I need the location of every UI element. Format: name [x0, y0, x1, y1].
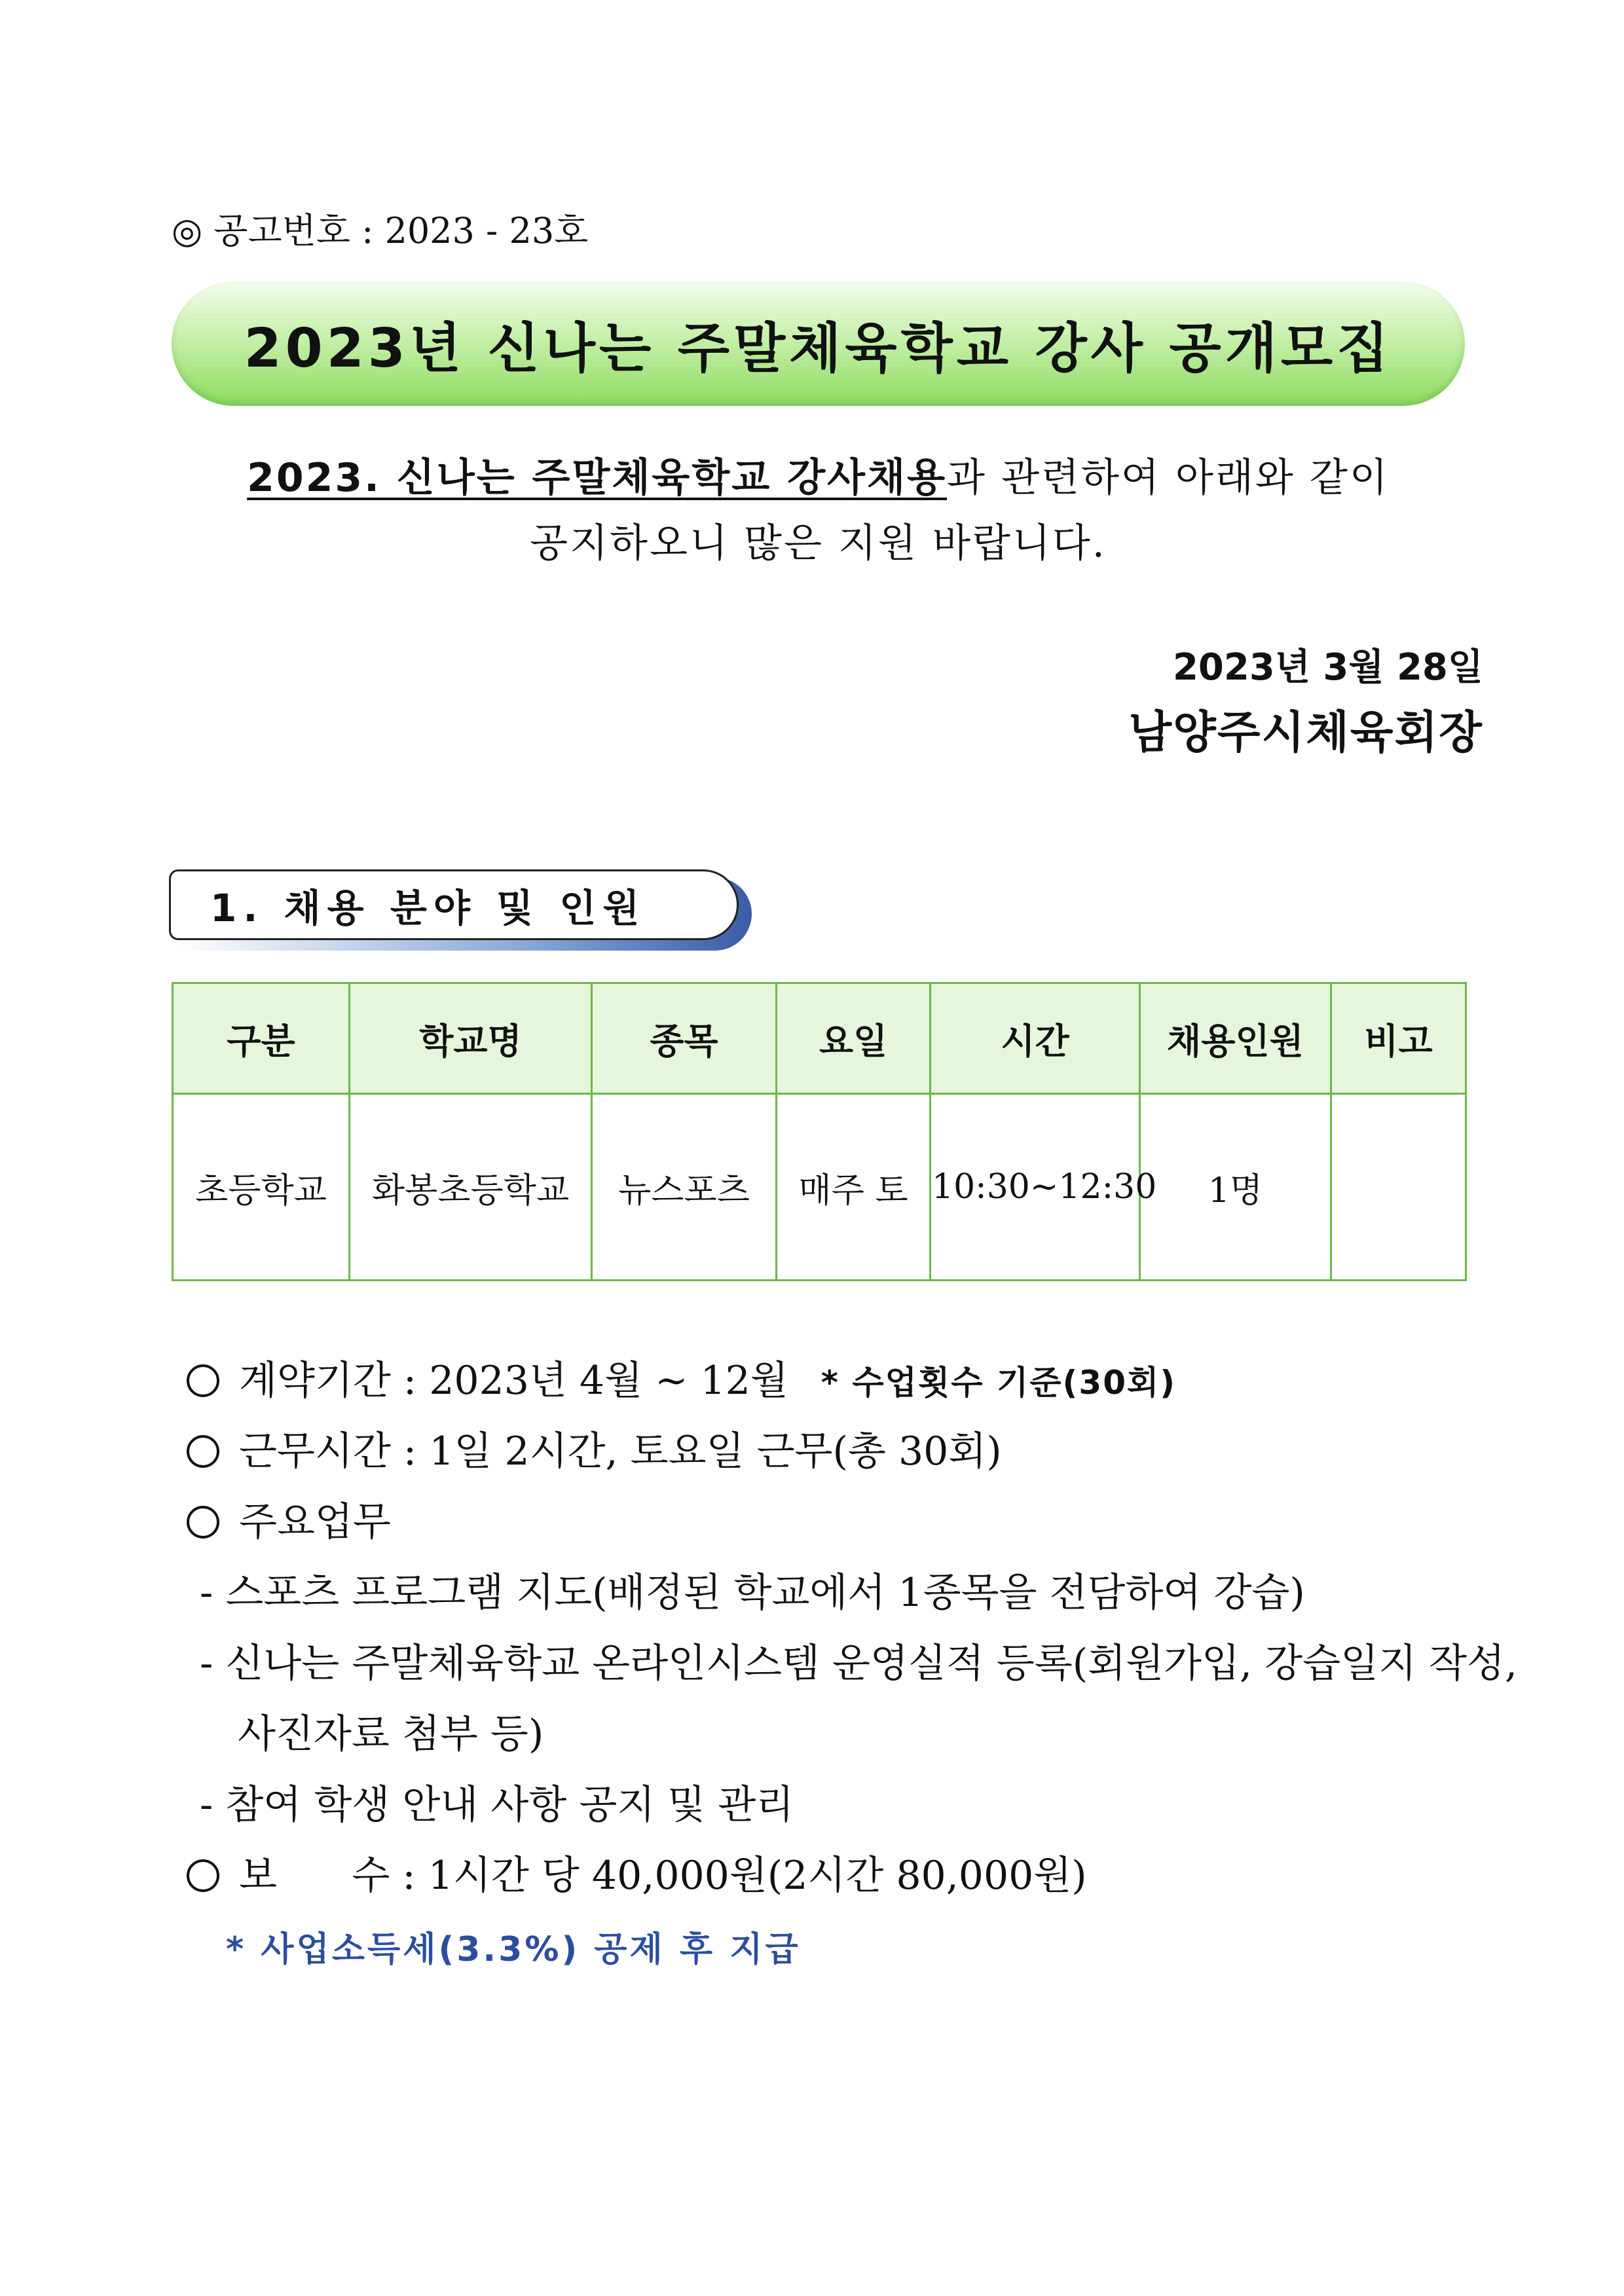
- duty-item-3: - 참여 학생 안내 사항 공지 및 관리: [200, 1782, 794, 1828]
- pay: 보 수 : 1시간 당 40,000원(2시간 80,000원): [239, 1853, 1087, 1899]
- intro-underlined: 2023. 신나는 주말체육학교 강사채용: [247, 455, 948, 501]
- table-header-row: [173, 983, 1466, 1094]
- header-school-name: 학교명: [350, 983, 592, 1094]
- pay-item: [187, 1840, 1496, 1911]
- cell-category: 초등학교: [173, 1094, 350, 1281]
- duty-item-1: - 스포츠 프로그램 지도(배정된 학교에서 1종목을 전담하여 강습): [200, 1570, 1305, 1616]
- header-time: 시간: [931, 983, 1140, 1094]
- circle-bullet-icon: [187, 1435, 219, 1468]
- page-title: 2023년 신나는 주말체육학교 강사 공개모집: [244, 317, 1393, 380]
- cell-sport: 뉴스포츠: [592, 1094, 777, 1281]
- work-hours: 근무시간 : 1일 2시간, 토요일 근무(총 30회): [239, 1429, 1002, 1474]
- recruitment-table: [172, 982, 1467, 1281]
- table-row: [173, 1094, 1466, 1281]
- intro-line-1: [172, 446, 1465, 503]
- cell-headcount: 1명: [1140, 1094, 1331, 1281]
- main-duties: 주요업무: [239, 1499, 391, 1545]
- header-category: 구분: [173, 983, 350, 1094]
- header-remarks: 비고: [1331, 983, 1466, 1094]
- contract-note: * 수업횟수 기준(30회): [821, 1364, 1177, 1402]
- header-sport: 종목: [592, 983, 777, 1094]
- cell-time: 10:30~12:30: [931, 1094, 1140, 1281]
- cell-school-name: 화봉초등학교: [350, 1094, 592, 1281]
- notice-date: 2023년 3월 28일: [1172, 646, 1483, 689]
- main-duties-item: [187, 1487, 1496, 1558]
- organization-name: 남양주시체육회장: [1128, 707, 1483, 759]
- section-1-heading: 1. 채용 분야 및 인원: [169, 869, 739, 940]
- circle-bullet-icon: [187, 1506, 219, 1539]
- contract-period: 계약기간 : 2023년 4월 ~ 12월: [239, 1358, 788, 1404]
- contract-period-item: [187, 1345, 1496, 1416]
- header-day: 요일: [777, 983, 931, 1094]
- duty-item-2-continued: 사진자료 첨부 등): [238, 1711, 544, 1757]
- circle-bullet-icon: [187, 1364, 219, 1397]
- cell-day: 매주 토: [777, 1094, 931, 1281]
- duty-item-2: - 신나는 주말체육학교 온라인시스템 운영실적 등록(회원가입, 강습일지 작성,: [200, 1641, 1518, 1686]
- work-hours-item: [187, 1416, 1496, 1487]
- tax-note: * 사업소득세(3.3%) 공제 후 지급: [226, 1930, 801, 1969]
- header-headcount: 채용인원: [1140, 983, 1331, 1094]
- title-banner: [172, 282, 1465, 406]
- circle-bullet-icon: [187, 1859, 219, 1892]
- intro-line-1-rest: 과 관련하여 아래와 같이: [947, 455, 1390, 501]
- details-list: [187, 1345, 1518, 1911]
- intro-line-2: 공지하오니 많은 지원 바랍니다.: [530, 520, 1107, 566]
- notice-number: ◎ 공고번호 : 2023 - 23호: [172, 210, 589, 251]
- cell-remarks: [1331, 1094, 1466, 1281]
